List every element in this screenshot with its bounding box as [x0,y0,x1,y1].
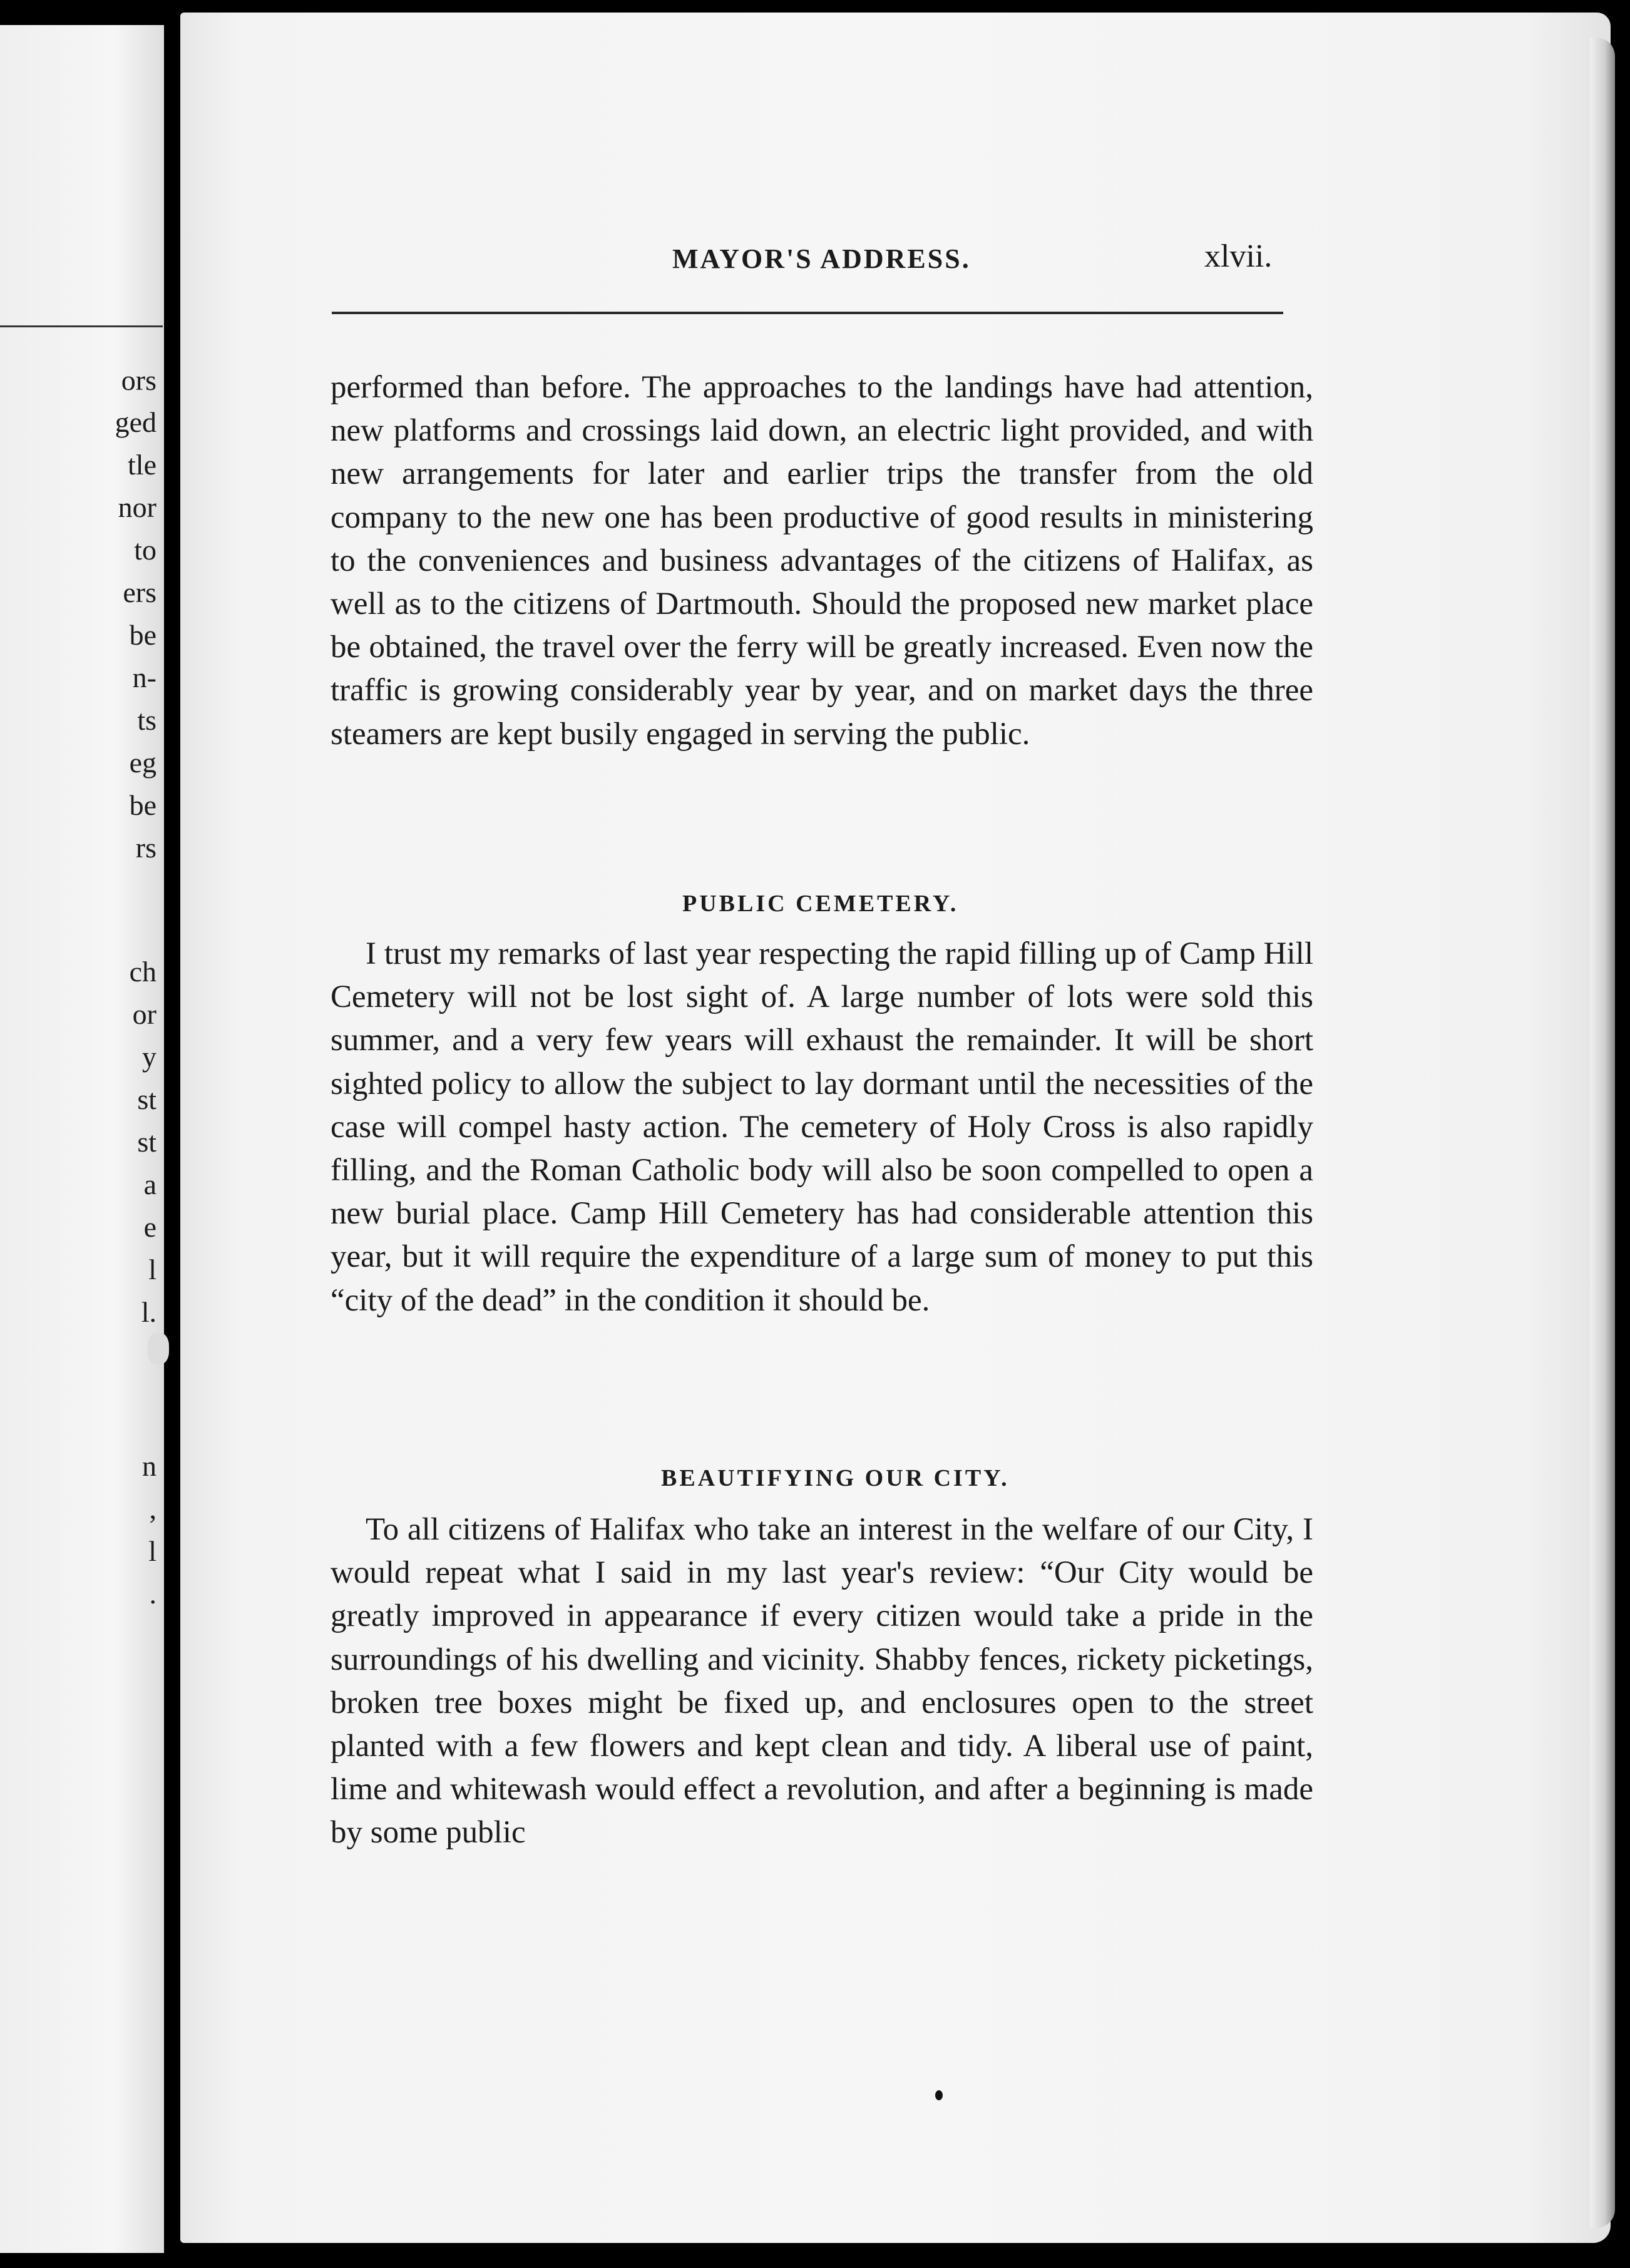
previous-page-fragment: st [137,1083,156,1115]
previous-page-fragment: be [129,619,156,651]
book-gutter [164,0,182,2268]
running-head: MAYOR'S ADDRESS. [672,243,971,274]
previous-page-fragment: e [143,1211,156,1243]
page-curl-edge [1590,38,1615,2228]
beautifying-paragraph-block [331,1508,1313,1855]
previous-page-fragment: ors [121,364,156,396]
previous-page-fragment: l [148,1254,156,1285]
beautifying-paragraph: To all citizens of Halifax who take an interest in the welfare of our City, I would repeat what I said in my last year's review: “Our City would be greatly improved in appearance if every citizen would take a pride in the surroundings of his dwelling and vicinity. Shabby fences, rickety picketings, broken tree boxes might be fixed up, and enclosures open to the street planted with a few flowers and kept clean and tidy. A liberal use of paint, lime and whitewash would effect a revolution, and after a beginning is made by some public [331,1512,1313,1851]
ink-speck [935,2090,943,2100]
page-number: xlvii. [1204,238,1273,274]
section-heading: BEAUTIFYING OUR CITY. [661,1465,1010,1491]
previous-page-fragment: or [132,998,156,1030]
section-heading: PUBLIC CEMETERY. [682,891,959,917]
previous-page-fragment: l [148,1535,156,1567]
previous-page-fragment: st [137,1126,156,1158]
previous-page-fragment: ch [129,956,156,988]
header-rule [332,312,1283,314]
previous-page-fragment: , [149,1493,156,1525]
previous-page-rule [0,325,163,327]
previous-page-fragment: a [143,1168,156,1200]
previous-page-fragment: rs [135,832,156,864]
previous-page-fragment: l. [141,1296,156,1328]
previous-page-fragment: . [149,1578,156,1610]
previous-page-fragment: eg [129,747,156,779]
previous-page-fragment: to [134,534,156,566]
previous-page-edge [0,25,164,2253]
previous-page-fragment: be [129,789,156,821]
previous-page-fragment: ers [123,576,156,608]
previous-page-fragment: nor [118,491,156,523]
previous-page-fragment: ts [137,704,156,736]
previous-page-fragment: n [142,1450,156,1482]
cemetery-paragraph: I trust my remarks of last year respecting the rapid filling up of Camp Hill Cemetery will not be lost sight of. A large number of lots were sold this summer, and a very few years will exhaust the remainder. It will be short sighted policy to allow the subject to lay dormant until the necessities of the case will compel hasty action. The cemetery of Holy Cross is also rapidly filling, and the Roman Catholic body will also be soon compelled to open a new burial place. Camp Hill Cemetery has had considerable attention this year, but it will require the expenditure of a large sum of money to put this “city of the dead” in the condition it should be. [331,936,1313,1318]
continued-paragraph-block [331,366,1313,756]
continued-paragraph: performed than before. The approaches to the landings have had attention, new platforms and crossings laid down, an electric light provided, and with new arrangements for later and earlier trips the transfer from the old company to the new one has been productive of good results in ministering to the conveniences and business advantages of the citizens of Halifax, as well as to the citizens of Dartmouth. Should the proposed new market place be obtained, the travel over the ferry will be greatly increased. Even now the traffic is growing considerably year by year, and on market days the three steamers are kept busily engaged in serving the public. [331,370,1313,752]
cemetery-paragraph-block [331,932,1313,1322]
previous-page-fragment: y [142,1041,156,1073]
previous-page-fragment: ged [115,406,156,438]
previous-page-fragment: n- [132,662,156,693]
previous-page-fragment: tle [128,449,156,481]
binding-thread-mark [148,1333,169,1364]
